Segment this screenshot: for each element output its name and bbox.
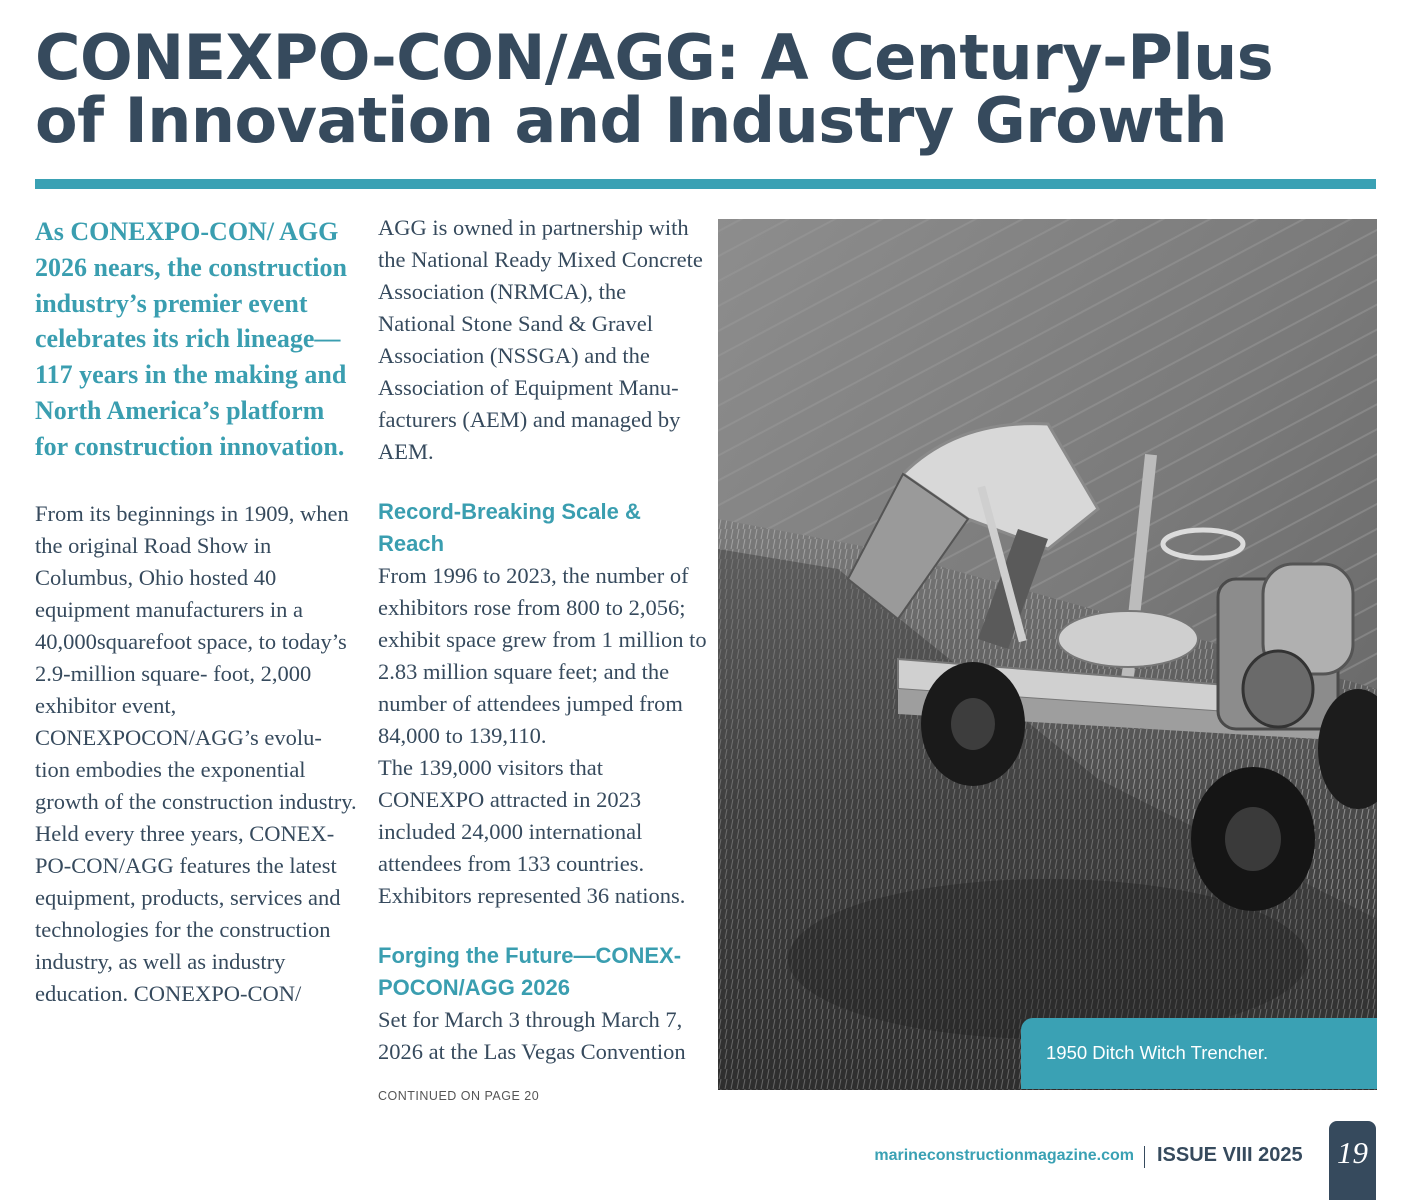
body-paragraph-visitors: The 139,000 visitors that CONEXPO attracted in 2023 included 24,000 international attendees from 133 countries. Exhibitors represented 36 nations. — [378, 755, 686, 908]
body-paragraph-2026: Set for March 3 through March 7, 2026 at the Las Vegas Convention — [378, 1007, 686, 1064]
text-column-1 — [35, 212, 360, 1010]
text-column-2 — [378, 212, 708, 1068]
page-number-tab — [1329, 1121, 1376, 1200]
subhead-forging-future: Forging the Future—CONEX- POCON/AGG 2026 — [378, 943, 682, 1000]
body-paragraph-history: From its beginnings in 1909, when the original Road Show in Columbus, Ohio hosted 40 equipment manufacturers in a 40,000squarefoot space, to today’s 2.9-million square- foot, 2,000 exhibitor event, CONEXPOCON/AGG’s evolu- tion embodies the exponential growth of the construction industry. — [35, 500, 357, 814]
page-number: 19 — [1337, 1135, 1368, 1170]
footer-issue: ISSUE VIII 2025 — [1157, 1144, 1303, 1166]
continued-note: CONTINUED ON PAGE 20 — [378, 1089, 540, 1103]
photo-caption: 1950 Ditch Witch Trencher. — [1021, 1018, 1377, 1089]
body-paragraph-overview: Held every three years, CONEX- PO-CON/AGG features the latest equipment, products, services and technologies for the construction industry, as well as industry education. CONEXPO-CON/ — [35, 820, 341, 1006]
article-title — [35, 21, 1395, 157]
title-divider — [35, 179, 1376, 189]
body-paragraph-ownership: AGG is owned in partnership with the National Ready Mixed Concrete Association (NRMCA), the National Stone Sand & Gravel Association (NSSGA) and the Association of Equipment Manu- facturers (AEM) and managed by AEM. — [378, 215, 703, 464]
footer-website[interactable]: marineconstructionmagazine.com — [874, 1147, 1134, 1164]
title-line-1: CONEXPO-CON/AGG: A Century-Plus — [35, 21, 1274, 94]
subhead-record-breaking: Record-Breaking Scale & Reach — [378, 499, 641, 556]
trencher-illustration — [718, 219, 1377, 1090]
intro-paragraph: As CONEXPO-CON/ AGG 2026 nears, the construction industry’s premier event celebrates its rich lineage—117 years in the making and North America’s platform for construction innovation. — [35, 217, 347, 461]
footer-divider — [1144, 1146, 1145, 1168]
title-line-2: of Innovation and Industry Growth — [35, 84, 1227, 157]
body-paragraph-growth: From 1996 to 2023, the number of exhibitors rose from 800 to 2,056; exhibit space grew from 1 million to 2.83 million square feet; and the number of attendees jumped from 84,000 to 139,110. — [378, 563, 707, 748]
trencher-photo — [718, 219, 1377, 1090]
